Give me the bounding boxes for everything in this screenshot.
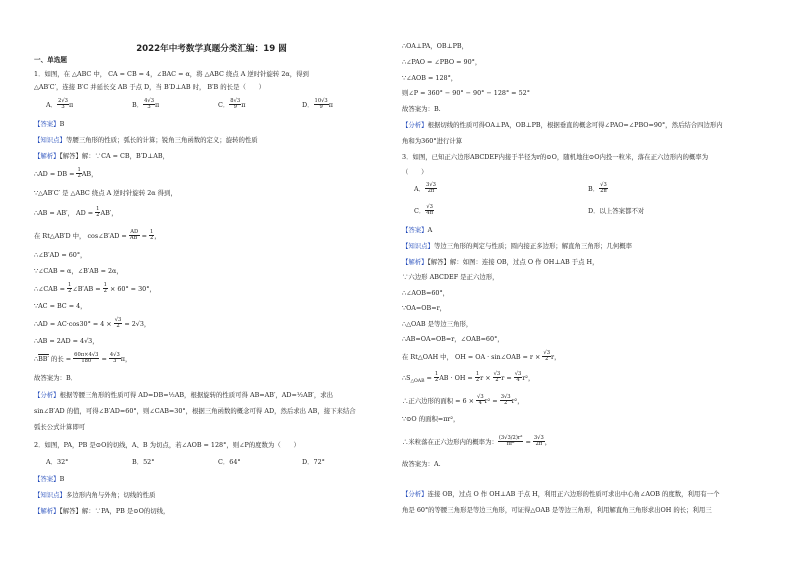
q3-step-9: ∵⊙O 的面积=πr²， <box>402 415 460 423</box>
q1-step-4: 在 Rt△AB′D 中， cos∠B′AD = $\frac{AD}{AB'}$ = $\frac{1}{2}$ ， <box>34 229 161 242</box>
q3-step-10: ∴米粒落在正六边形内的概率为： $\frac{\text{(3√3/2)r²}}{\text{πr²}}$ = $\frac{3√3}{2\pi}$ ， <box>402 435 552 448</box>
q1-knowledge-points: 【知识点】等腰三角形的性质；弧长的计算；锐角三角函数的定义；旋转的性质 <box>34 136 258 144</box>
q1-option-c[interactable]: C． $\frac{8√3}{9}$ π <box>218 98 246 111</box>
document-title: 2022年中考数学真题分类汇编：19 圆 <box>136 44 287 54</box>
q3-step-5: ∴AB=OA=OB=r，∠OAB=60°， <box>402 335 504 343</box>
q2-step-5: 故答案为：B. <box>402 105 441 113</box>
section-heading: 一、单选题 <box>34 56 67 64</box>
q3-step-1: ∵六边形 ABCDEF 是正六边形， <box>402 273 499 281</box>
q1-answer: 【答案】B <box>34 120 65 128</box>
q1-analysis-line3: 弧长公式计算即可 <box>34 423 86 431</box>
q3-solution-head: 【解析】【解答】解：如图：连接 OB，过点 O 作 OH⊥AB 于点 H， <box>402 258 599 266</box>
q3-option-a[interactable]: A． $\frac{3√3}{2\pi}$ <box>414 182 436 195</box>
q3-answer: 【答案】A <box>402 226 433 234</box>
q3-step-6: 在 Rt△OAH 中， OH = OA · sin∠OAB = r × $\frac{√3}{2}$ r， <box>402 350 561 363</box>
q1-step-7: ∴∠CAB = $\frac{1}{2}$ ∠B′AB = $\frac{1}{2}$ × 60° = 30°， <box>34 282 156 295</box>
q3-step-8: ∴正六边形的面积 = 6 × $\frac{√3}{4}$ r² = $\frac{3√3}{2}$ r²， <box>402 394 524 407</box>
q1-step-5: ∴∠B′AD = 60°， <box>34 251 87 259</box>
q3-step-4: ∴△OAB 是等边三角形， <box>402 320 473 328</box>
q1-step-6: ∵∠CAB = α，∠B′AB = 2α， <box>34 267 123 275</box>
q3-stem-line2: （ ） <box>402 168 428 176</box>
q3-option-b[interactable]: B． $\frac{√3}{2\pi}$ <box>588 182 607 195</box>
q2-option-b[interactable]: B．52° <box>132 458 155 466</box>
q2-solution-head: 【解析】【解答】解：∵PA，PB 是⊙O的切线， <box>34 507 170 515</box>
q2-option-a[interactable]: A．32° <box>46 458 69 466</box>
q2-option-c[interactable]: C．64° <box>218 458 241 466</box>
q1-step-3: ∴AB = AB′， AD = $\frac{1}{2}$ AB′， <box>34 206 118 219</box>
q3-option-d[interactable]: D．以上答案都不对 <box>588 207 645 215</box>
q3-option-c[interactable]: C． $\frac{√3}{4\pi}$ <box>414 204 433 217</box>
right-column <box>402 0 774 562</box>
q2-step-4: 则∠P = 360° − 90° − 90° − 128° = 52° <box>402 89 530 97</box>
q1-step-12: 故答案为：B． <box>34 374 78 382</box>
q1-step-2: ∵△AB′C′ 是 △ABC 绕点 A 逆时针旋转 2α 得到， <box>34 189 177 197</box>
q2-step-2: ∴∠PAO = ∠PBO = 90°， <box>402 58 482 66</box>
q1-analysis-line2: sin∠B′AD 的值，可得∠B′AD=60°，则∠CAB=30°，根据三角函数的概念可得 AD，然后求出 AB，接下来结合 <box>34 407 356 415</box>
q3-analysis-line1: 【分析】连接 OB，过点 O 作 OH⊥AB 于点 H，利用正六边形的性质可求出中心角∠AOB 的度数，利用有一个 <box>402 490 720 498</box>
q1-solution-head: 【解析】【解答】解：∵CA = CB，B′D⊥AB， <box>34 152 169 160</box>
q1-step-11: ∴BB′ 的长 = $\frac{60\pi\times 4√3}{180}$ = $\frac{4√3}{3}$ π， <box>34 352 132 365</box>
q1-stem-line2: △AB′C′，连接 B′C 并延长交 AB 于点 D，当 B′D⊥AB 时， B′B 的长是（ ） <box>34 83 266 91</box>
q2-knowledge-points: 【知识点】多边形内角与外角；切线的性质 <box>34 491 156 499</box>
q2-analysis-line1: 【分析】根据切线的性质可得OA⊥PA，OB⊥PB，根据垂直的概念可得∠PAO=∠PBO=90°，然后结合四边形内 <box>402 121 723 129</box>
q1-stem-line1: 1．如图，在 △ABC 中， CA = CB = 4，∠BAC = α，将 △ABC 绕点 A 逆时针旋转 2α，得到 <box>34 70 309 78</box>
q1-step-9: ∴AD = AC·cos30° = 4 × $\frac{√3}{2}$ = 2√3， <box>34 317 151 330</box>
q3-step-7: $\therefore S_{\triangle OAB}$ = $\frac{1}{2}$ AB · OH = $\frac{1}{2}$ r × $\frac{√3}{2}$ r = $\frac{√3}{4}$ r²， <box>402 371 535 385</box>
q3-knowledge-points: 【知识点】等边三角形的判定与性质；圆内接正多边形；解直角三角形；几何概率 <box>402 242 633 250</box>
q1-step-1: ∴AD = DB = $\frac{1}{2}$ AB， <box>34 167 98 180</box>
q2-analysis-line2: 角和为360°进行计算 <box>402 137 463 145</box>
q1-step-10: ∴AB = 2AD = 4√3， <box>34 337 99 345</box>
q3-step-2: ∴∠AOB=60°， <box>402 289 450 297</box>
left-column <box>34 0 389 562</box>
q1-option-d[interactable]: D． $\frac{10√3}{9}$ π <box>302 98 333 111</box>
q3-step-11: 故答案为：A. <box>402 460 441 468</box>
q2-option-d[interactable]: D．72° <box>302 458 325 466</box>
q3-analysis-line2: 角是 60°的等腰三角形是等边三角形，可证得△OAB 是等边三角形，利用解直角三角形求出OH 的长；利用三 <box>402 506 712 514</box>
q3-step-3: ∵OA=OB=r， <box>402 304 447 312</box>
q1-step-8: ∵AC = BC = 4， <box>34 302 87 310</box>
q2-stem: 2．如图，PA，PB 是⊙O的切线，A、B 为切点，若∠AOB = 128°，则∠P的度数为（ ） <box>34 441 300 449</box>
q2-step-3: ∵∠AOB = 128°， <box>402 74 458 82</box>
q2-step-1: ∴OA⊥PA，OB⊥PB， <box>402 42 468 50</box>
q1-option-b[interactable]: B． $\frac{4√3}{3}$ π <box>132 98 160 111</box>
q1-option-a[interactable]: A． $\frac{2√3}{3}$ π <box>46 98 74 111</box>
q2-answer: 【答案】B <box>34 475 65 483</box>
q1-analysis-line1: 【分析】根据等腰三角形的性质可得 AD=DB=½AB，根据旋转的性质可得 AB=AB′，AD=½AB′，求出 <box>34 391 334 399</box>
q3-stem-line1: 3．如图，已知正六边形ABCDEF内接于半径为r的⊙O，随机地往⊙O内投一粒米，落在正六边形内的概率为 <box>402 153 709 161</box>
